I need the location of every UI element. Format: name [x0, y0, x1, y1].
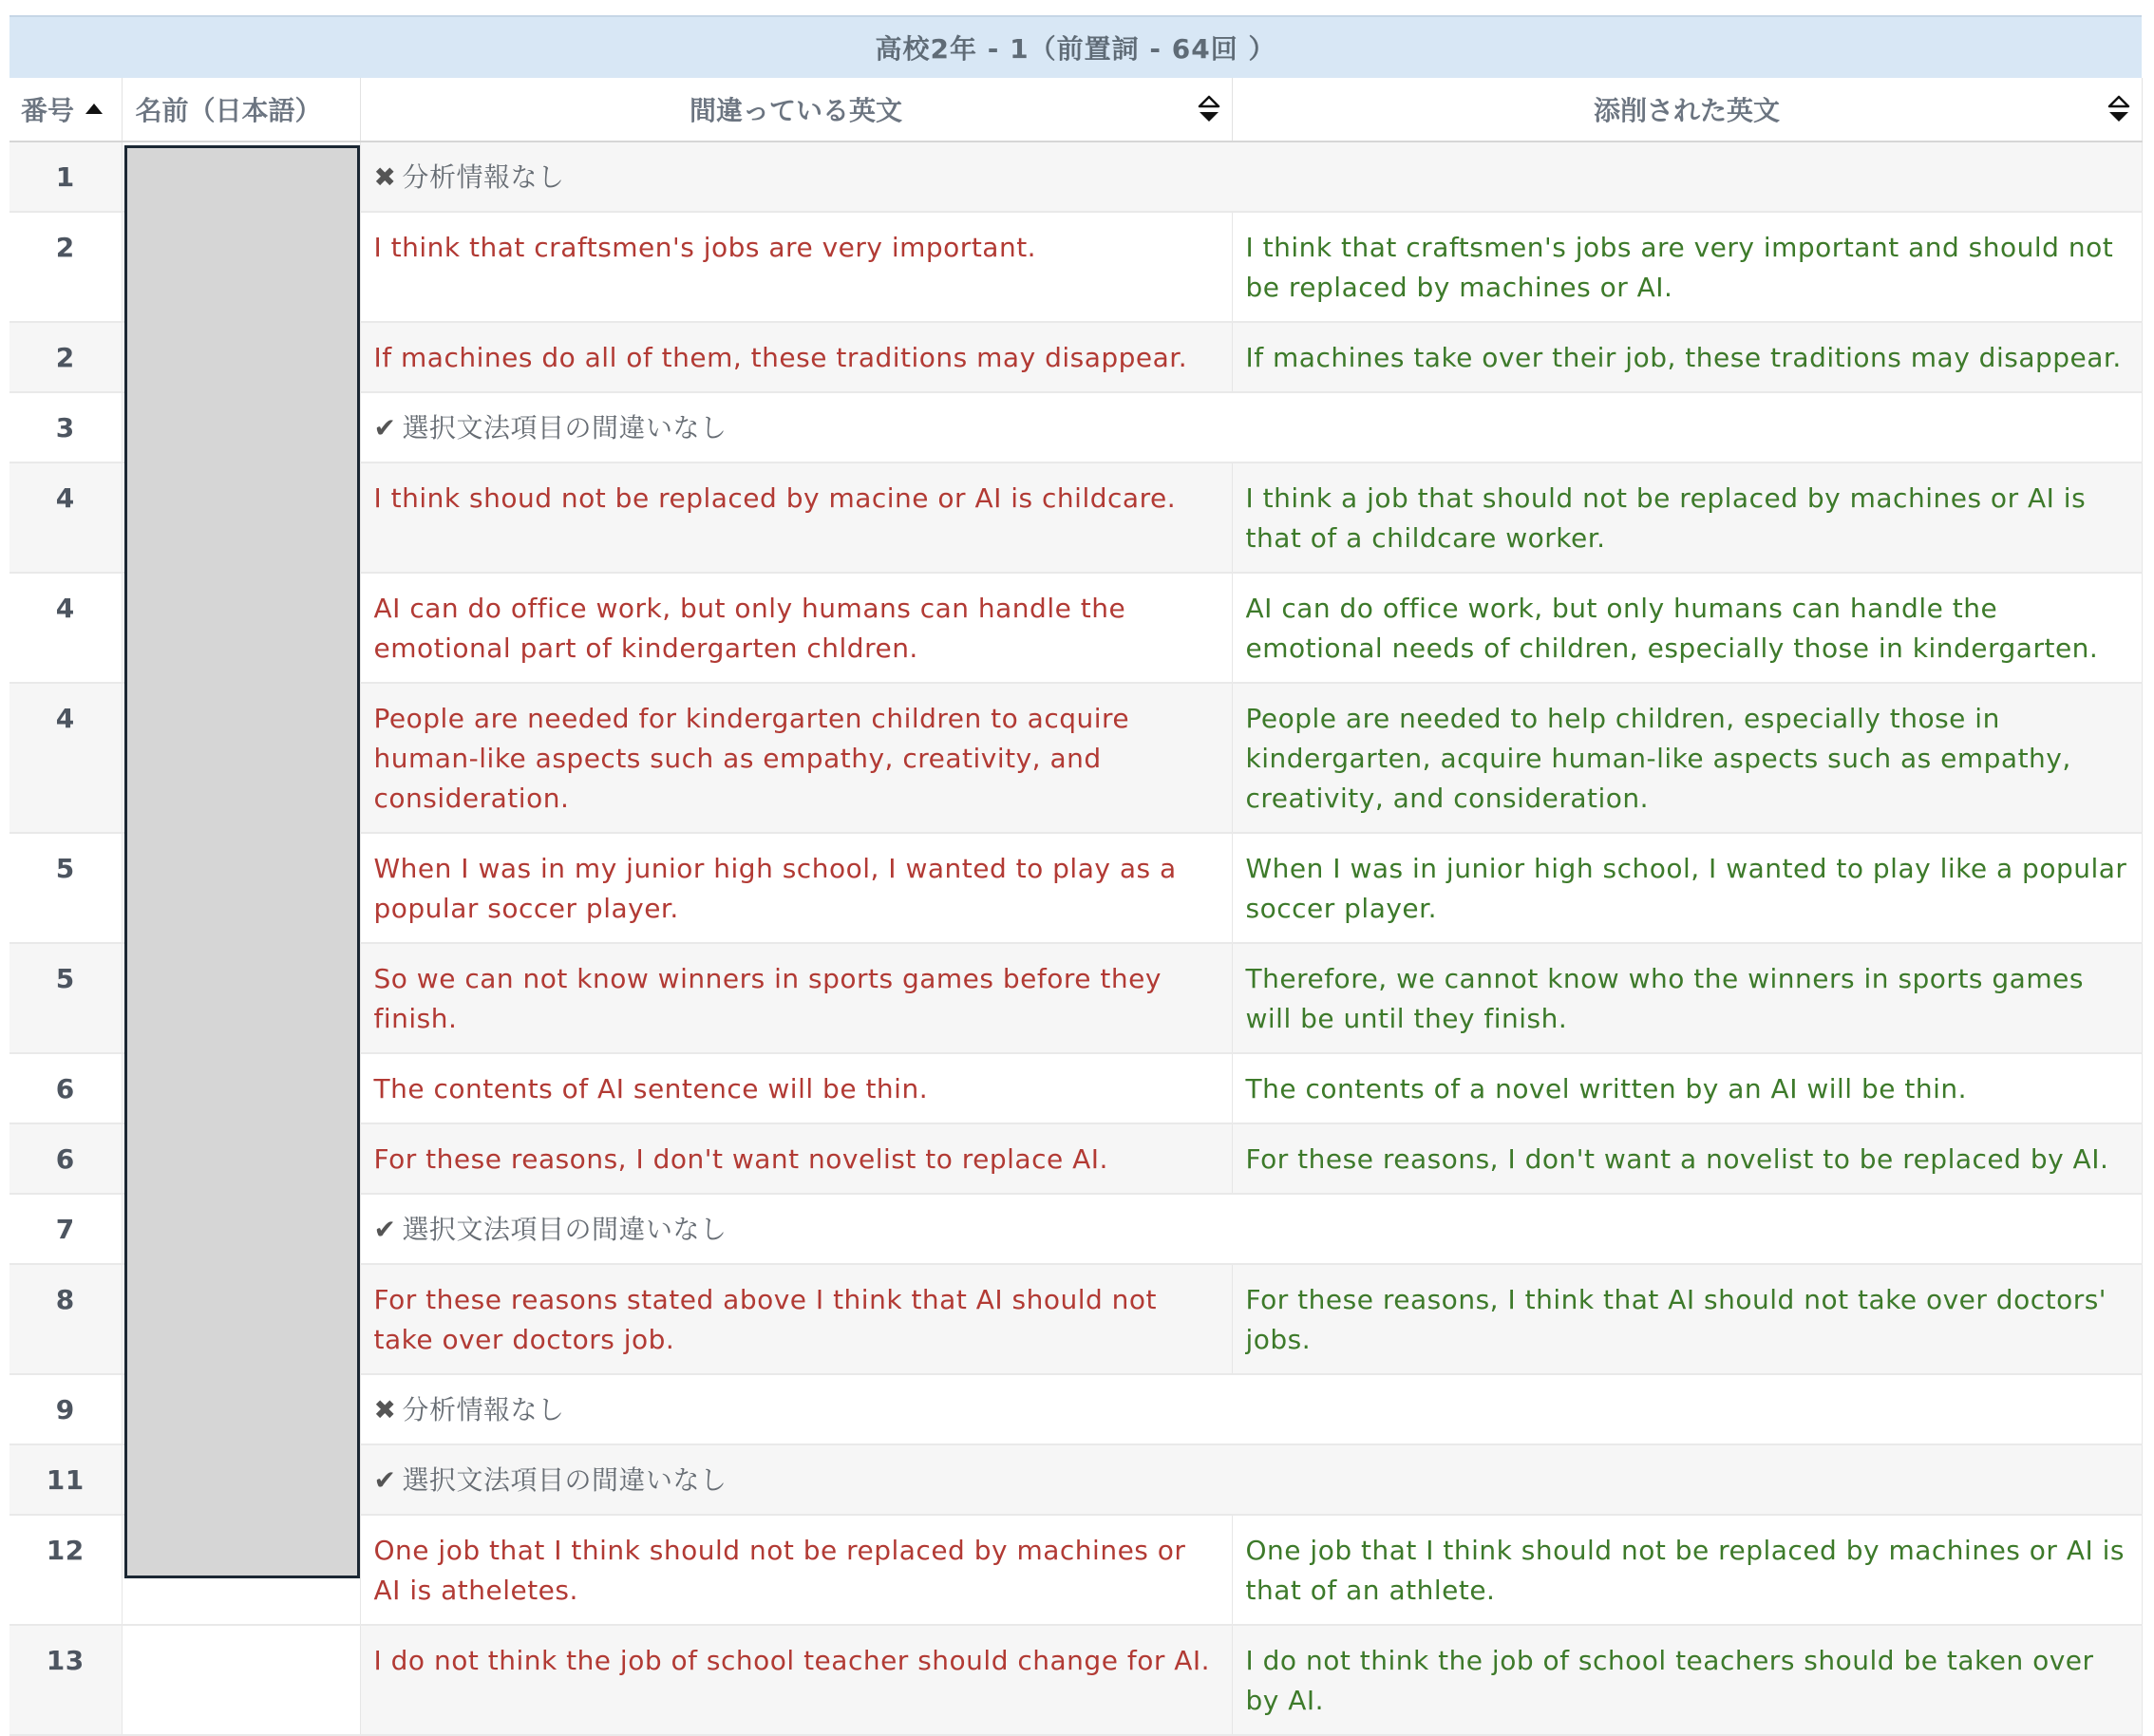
row-number: 4 [9, 573, 122, 683]
status-text: 選択文法項目の間違いなし [402, 1214, 727, 1245]
wrong-sentence: One job that I think should not be replaced by machines or AI is atheletes. [360, 1515, 1232, 1625]
status-text: 分析情報なし [402, 161, 565, 193]
row-number: 5 [9, 833, 122, 943]
row-number: 6 [9, 1053, 122, 1123]
status-cell [360, 142, 2142, 212]
corrected-sentence: People are needed to help children, especially those in kindergarten, acquire human-like aspects such as empathy, creativity, and consideration. [1232, 683, 2142, 833]
column-header-name [122, 78, 360, 142]
row-number: 9 [9, 1374, 122, 1444]
status-text: 選択文法項目の間違いなし [402, 412, 727, 443]
column-header-corrected-label: 添削された英文 [1593, 95, 1780, 126]
sort-ascending-icon[interactable] [85, 104, 103, 114]
close-icon: ✖ [373, 161, 397, 193]
check-icon: ✔ [373, 1214, 397, 1245]
row-number: 6 [9, 1123, 122, 1194]
column-header-name-label: 名前（日本語） [135, 95, 322, 126]
wrong-sentence: When I was in my junior high school, I wanted to play as a popular soccer player. [360, 833, 1232, 943]
row-number: 13 [9, 1625, 122, 1735]
status-cell [360, 1374, 2142, 1444]
row-number: 4 [9, 683, 122, 833]
row-number: 12 [9, 1515, 122, 1625]
wrong-sentence: For these reasons stated above I think that AI should not take over doctors job. [360, 1264, 1232, 1374]
corrected-sentence: For these reasons, I think that AI should not take over doctors' jobs. [1232, 1264, 2142, 1374]
wrong-sentence: AI can do office work, but only humans can handle the emotional part of kindergarten chldren. [360, 573, 1232, 683]
corrected-sentence: Therefore, we cannot know who the winners in sports games will be until they finish. [1232, 943, 2142, 1053]
sort-icon[interactable] [1198, 95, 1220, 123]
check-icon: ✔ [373, 1464, 397, 1496]
corrected-sentence: When I was in junior high school, I wanted to play like a popular soccer player. [1232, 833, 2142, 943]
check-icon: ✔ [373, 412, 397, 443]
wrong-sentence: I do not think the job of school teacher should change for AI. [360, 1625, 1232, 1735]
corrected-sentence: AI can do office work, but only humans can handle the emotional needs of children, especially those in kindergarten. [1232, 573, 2142, 683]
table-row [9, 1625, 2142, 1735]
wrong-sentence: I think that craftsmen's jobs are very important. [360, 212, 1232, 322]
corrected-sentence: I think a job that should not be replaced by machines or AI is that of a childcare worker. [1232, 462, 2142, 573]
row-number: 3 [9, 392, 122, 462]
status-cell [360, 392, 2142, 462]
wrong-sentence: People are needed for kindergarten children to acquire human-like aspects such as empathy, creativity, and consideration. [360, 683, 1232, 833]
sort-icon[interactable] [2107, 95, 2130, 123]
status-cell [360, 1444, 2142, 1515]
column-header-corrected-sentence[interactable] [1232, 78, 2142, 142]
corrected-sentence: One job that I think should not be replaced by machines or AI is that of an athlete. [1232, 1515, 2142, 1625]
column-header-number[interactable] [9, 78, 122, 142]
row-number: 1 [9, 142, 122, 212]
corrected-sentence: I think that craftsmen's jobs are very important and should not be replaced by machines or AI. [1232, 212, 2142, 322]
wrong-sentence: If machines do all of them, these traditions may disappear. [360, 322, 1232, 392]
status-text: 選択文法項目の間違いなし [402, 1464, 727, 1496]
status-cell [360, 1194, 2142, 1264]
row-number: 2 [9, 212, 122, 322]
row-number: 11 [9, 1444, 122, 1515]
wrong-sentence: The contents of AI sentence will be thin. [360, 1053, 1232, 1123]
close-icon: ✖ [373, 1394, 397, 1425]
row-number: 8 [9, 1264, 122, 1374]
corrected-sentence: For these reasons, I don't want a novelist to be replaced by AI. [1232, 1123, 2142, 1194]
table-title: 高校2年 - 1（前置詞 - 64回 ） [9, 15, 2142, 78]
wrong-sentence: So we can not know winners in sports games before they finish. [360, 943, 1232, 1053]
column-header-number-label: 番号 [21, 95, 75, 126]
corrected-sentence: If machines take over their job, these traditions may disappear. [1232, 322, 2142, 392]
column-header-wrong-label: 間違っている英文 [689, 95, 902, 126]
wrong-sentence: I think shoud not be replaced by macine or AI is childcare. [360, 462, 1232, 573]
status-text: 分析情報なし [402, 1394, 565, 1425]
row-number: 2 [9, 322, 122, 392]
wrong-sentence: For these reasons, I don't want novelist to replace AI. [360, 1123, 1232, 1194]
corrected-sentence: The contents of a novel written by an AI will be thin. [1232, 1053, 2142, 1123]
row-number: 7 [9, 1194, 122, 1264]
row-number: 4 [9, 462, 122, 573]
corrected-sentence: I do not think the job of school teachers should be taken over by AI. [1232, 1625, 2142, 1735]
header-row [9, 78, 2142, 142]
row-number: 5 [9, 943, 122, 1053]
student-name-cell [122, 1625, 360, 1735]
column-header-wrong-sentence[interactable] [360, 78, 1232, 142]
redacted-name-column [124, 145, 360, 1578]
